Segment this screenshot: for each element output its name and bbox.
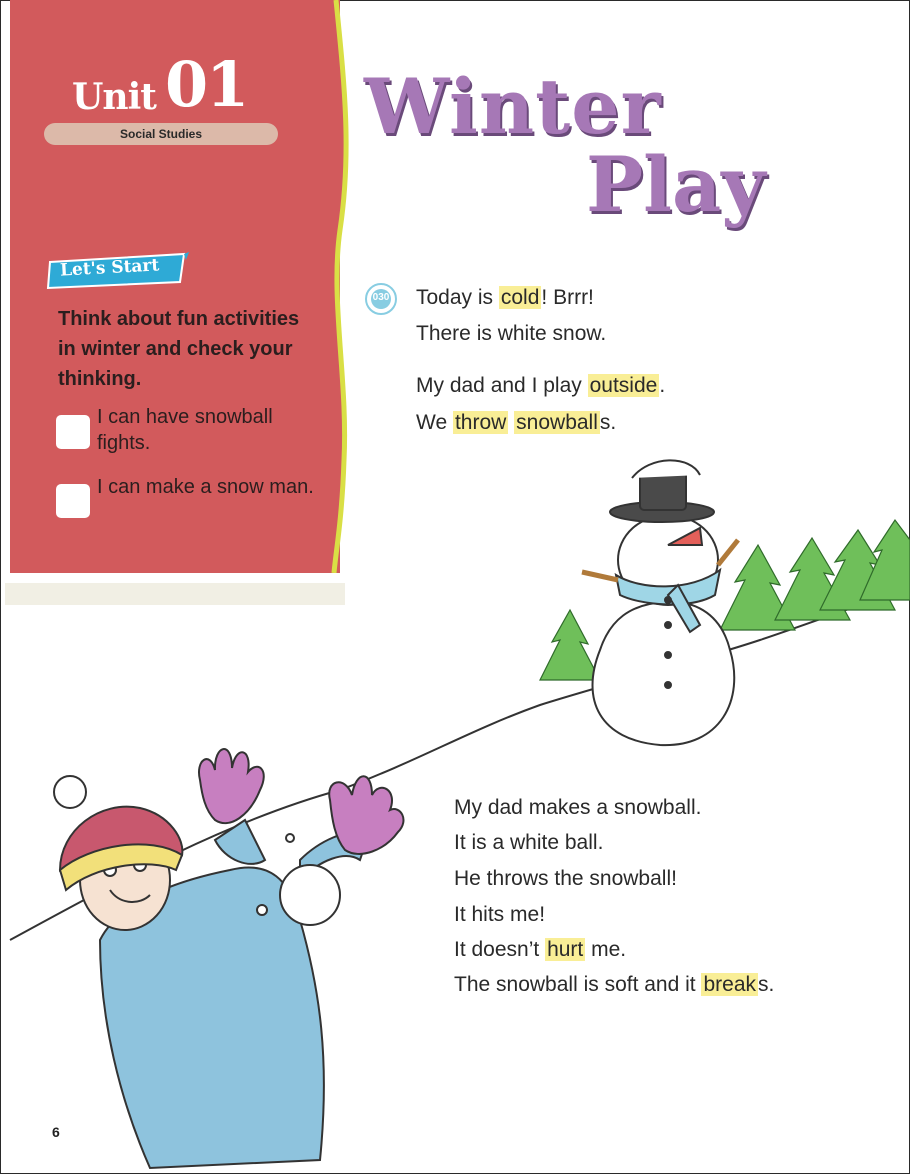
story-line-3-3: He throws the snowball! — [454, 867, 677, 890]
unit-number: 01 — [165, 48, 248, 121]
story-line-2-2 — [416, 411, 616, 435]
story-line-3-5 — [454, 938, 626, 962]
page-title-line1: Winter — [364, 62, 662, 151]
text-span: . — [659, 374, 666, 397]
text-span: It doesn’t — [454, 938, 546, 961]
lets-start-label: Let's Start — [59, 255, 160, 281]
text-span: s. — [599, 411, 617, 434]
audio-track-number: 030 — [372, 292, 390, 303]
highlight-word: cold — [500, 286, 540, 309]
text-span: ! Brrr! — [541, 286, 594, 309]
story-line-3-4: It hits me! — [454, 903, 546, 926]
subject-label: Social Studies — [119, 127, 203, 141]
text-span: Today is — [416, 286, 499, 309]
checkbox-label-snowball-fights: I can have snowball fights. — [97, 406, 273, 454]
text-span: s. — [758, 973, 775, 996]
story-line-2-1 — [416, 374, 665, 398]
highlight-word: hurt — [547, 938, 584, 961]
checkbox-label-snow-man: I can make a snow man. — [97, 476, 314, 498]
story-line-3-2: It is a white ball. — [454, 831, 604, 854]
text-span: We — [416, 411, 453, 434]
text-span: me. — [585, 938, 627, 961]
page-title-line2: Play — [586, 140, 766, 229]
unit-label: Unit — [72, 76, 156, 118]
glove-left-icon — [199, 749, 264, 823]
highlight-word: throw — [454, 411, 507, 434]
story-line-3-1: My dad makes a snowball. — [454, 796, 702, 819]
story-line-1-2: There is white snow. — [416, 322, 607, 345]
snowball-icon — [280, 865, 340, 925]
story-line-1-1 — [416, 286, 594, 310]
glove-right-icon — [329, 776, 403, 854]
text-span: The snowball is soft and it — [454, 973, 702, 996]
lets-start-prompt: Think about fun activities in winter and check your thinking. — [58, 308, 300, 390]
highlight-word: snowball — [516, 411, 598, 434]
text-span: My dad and I play — [416, 374, 588, 397]
highlight-word: outside — [589, 374, 658, 397]
highlight-word: break — [703, 973, 756, 996]
story-line-3-6 — [454, 973, 774, 997]
page-number: 6 — [52, 1124, 60, 1140]
